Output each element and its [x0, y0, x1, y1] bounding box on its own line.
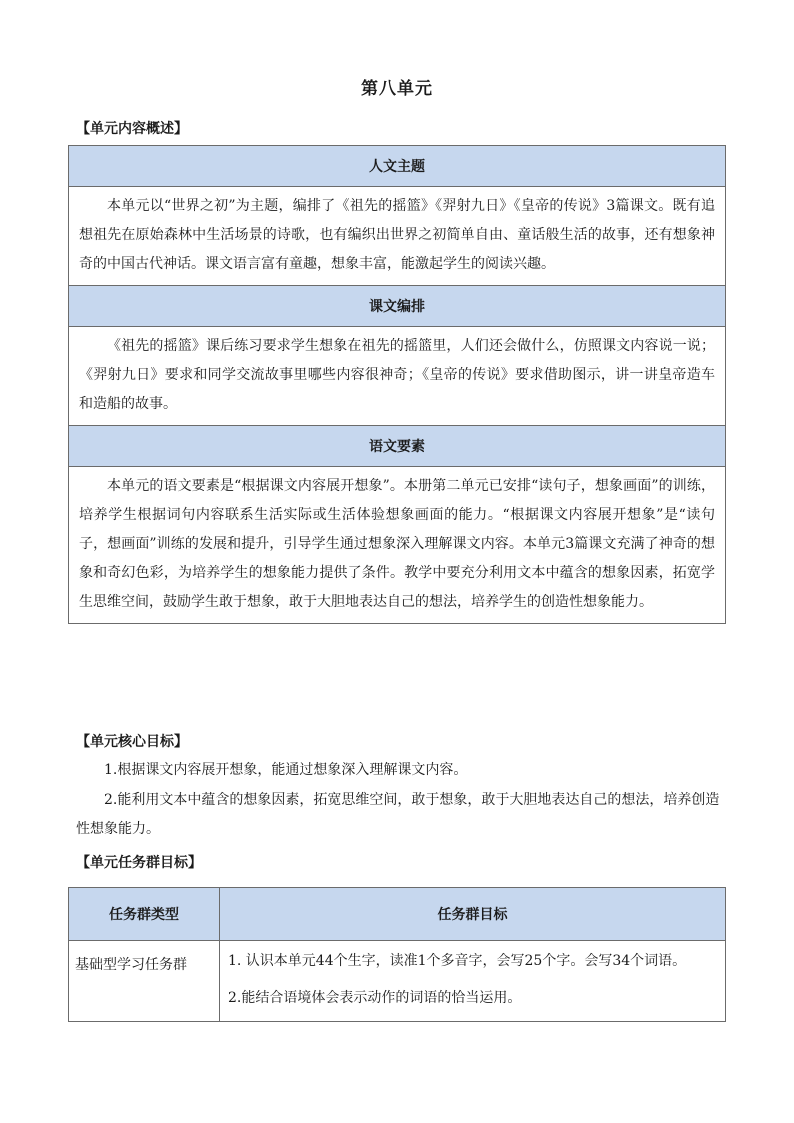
core-goal-item: 1.根据课文内容展开想象，能通过想象深入理解课文内容。 — [104, 762, 468, 778]
section-text-arrangement: 《祖先的摇篮》课后练习要求学生想象在祖先的摇篮里，人们还会做什么，仿照课文内容说一说；《羿射九日》要求和同学交流故事里哪些内容很神奇；《皇帝的传说》要求借助图示，讲一讲皇帝造车和造船的故事。 — [69, 327, 726, 426]
column-header-goal: 任务群目标 — [220, 888, 726, 941]
core-goal-item: 2.能利用文本中蕴含的想象因素，拓宽思维空间，敢于想象，敢于大胆地表达自己的想法，培养创造性想象能力。 — [76, 792, 720, 837]
section-title-theme: 人文主题 — [69, 146, 726, 187]
section-title-arrangement: 课文编排 — [69, 286, 726, 327]
core-goals-heading: 【单元核心目标】 — [76, 734, 188, 750]
section-text-theme: 本单元以“世界之初”为主题，编排了《祖先的摇篮》《羿射九日》《皇帝的传说》3篇课文。既有追想祖先在原始森林中生活场景的诗歌，也有编织出世界之初简单自由、童话般生活的故事，还有想象神奇的中国古代神话。课文语言富有童趣，想象丰富，能激起学生的阅读兴趣。 — [69, 187, 726, 286]
page-title: 第八单元 — [361, 79, 433, 99]
task-goal-item: 1. 认识本单元44个生字，读准1个多音字，会写25个字。会写34个词语。 — [228, 953, 687, 969]
task-goal-cell — [220, 941, 726, 1022]
overview-heading: 【单元内容概述】 — [76, 121, 188, 137]
overview-table — [68, 145, 726, 624]
task-goal-item: 2.能结合语境体会表示动作的词语的恰当运用。 — [228, 990, 522, 1006]
task-goals-table — [68, 887, 726, 1022]
task-type-cell: 基础型学习任务群 — [69, 941, 220, 1022]
section-title-elements: 语文要素 — [69, 426, 726, 467]
section-text-elements: 本单元的语文要素是“根据课文内容展开想象”。本册第二单元已安排“读句子，想象画面”的训练，培养学生根据词句内容联系生活实际或生活体验想象画面的能力。“根据课文内容展开想象”是“读句子，想画面”训练的发展和提升，引导学生通过想象深入理解课文内容。本单元3篇课文充满了神奇的想象和奇幻色彩，为培养学生的想象能力提供了条件。教学中要充分利用文本中蕴含的想象因素，拓宽学生思维空间，鼓励学生敢于想象，敢于大胆地表达自己的想法，培养学生的创造性想象能力。 — [69, 467, 726, 624]
column-header-type: 任务群类型 — [69, 888, 220, 941]
task-goals-heading: 【单元任务群目标】 — [76, 855, 202, 871]
table-row — [69, 941, 726, 1022]
